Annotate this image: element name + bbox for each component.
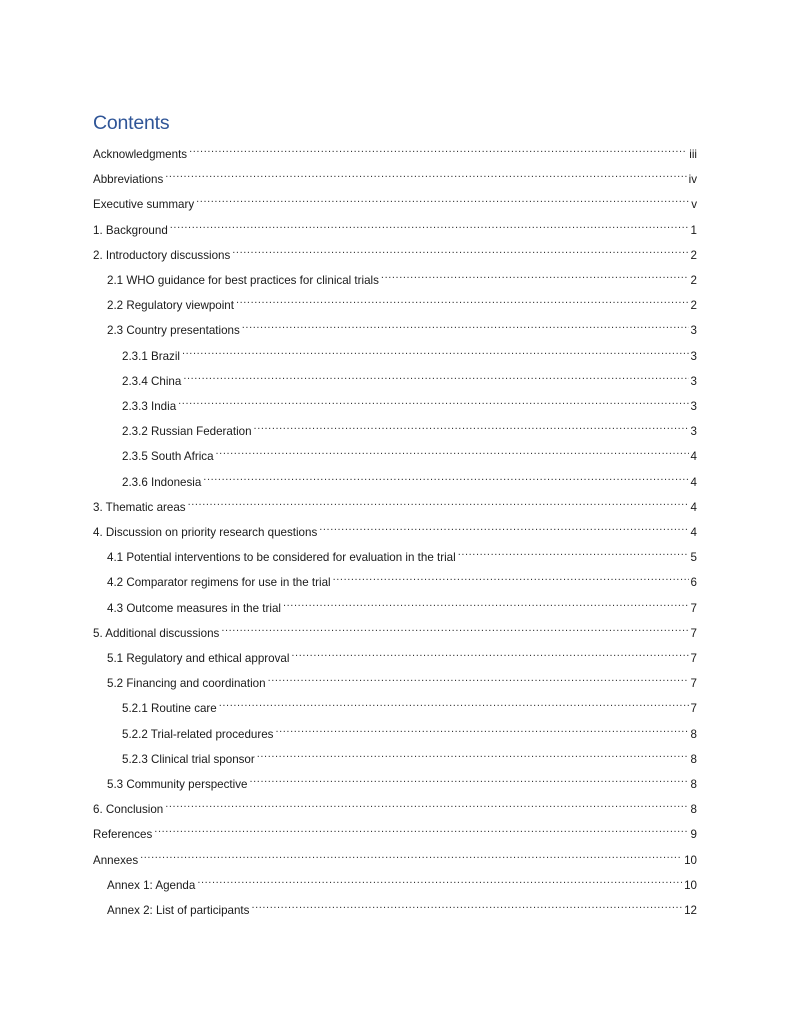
toc-entry-label: 2.2 Regulatory viewpoint: [107, 299, 234, 313]
toc-page-number: 3: [690, 425, 697, 439]
page-title: Contents: [93, 112, 170, 135]
toc-entry[interactable]: [107, 873, 697, 892]
toc-page-number: 7: [690, 652, 697, 665]
toc-page-number: iv: [688, 173, 697, 187]
toc-entry[interactable]: [93, 848, 697, 867]
toc-entry[interactable]: [107, 570, 697, 590]
toc-entry[interactable]: [93, 243, 697, 262]
toc-page-number: 7: [690, 677, 697, 691]
toc-entry[interactable]: [107, 318, 697, 338]
toc-entry-label: 2.3.6 Indonesia: [122, 475, 202, 489]
toc-dot-leader: [216, 444, 689, 460]
toc-page-number: 2: [690, 274, 697, 287]
toc-entry-label: 4.3 Outcome measures in the trial: [107, 601, 281, 615]
toc-entry-label: 3. Thematic areas: [93, 500, 186, 514]
toc-entry[interactable]: [107, 268, 697, 287]
toc-dot-leader: [251, 898, 682, 914]
toc-page-number: 4: [690, 450, 697, 464]
toc-page-number: 10: [684, 878, 697, 892]
toc-dot-leader: [178, 394, 688, 410]
toc-page-number: 3: [690, 400, 697, 413]
toc-entry-label: 1. Background: [93, 223, 168, 237]
toc-dot-leader: [275, 722, 688, 738]
toc-dot-leader: [291, 646, 688, 662]
toc-dot-leader: [333, 570, 689, 586]
toc-entry[interactable]: [122, 470, 697, 489]
toc-entry-label: 5.3 Community perspective: [107, 778, 248, 791]
toc-dot-leader: [170, 218, 689, 234]
toc-entry-label: Annex 2: List of participants: [107, 904, 250, 917]
toc-page-number: 10: [684, 853, 697, 867]
toc-page-number: 4: [690, 475, 697, 489]
toc-dot-leader: [257, 747, 689, 763]
toc-entry-label: 2.3.3 India: [122, 400, 177, 413]
toc-dot-leader: [154, 822, 688, 838]
toc-entry-label: 4. Discussion on priority research questions: [93, 526, 318, 539]
toc-page-number: 12: [684, 904, 697, 917]
toc-dot-leader: [249, 772, 688, 788]
toc-entry-label: 5.2.1 Routine care: [122, 702, 217, 716]
toc-entry-label: Annexes: [93, 853, 139, 867]
toc-entry-label: 2.3.1 Brazil: [122, 349, 180, 363]
toc-entry[interactable]: [122, 369, 697, 388]
toc-page-number: 7: [690, 626, 697, 640]
toc-dot-leader: [183, 369, 688, 385]
toc-entry-label: Annex 1: Agenda: [107, 878, 196, 892]
toc-dot-leader: [232, 243, 688, 259]
toc-entry[interactable]: [107, 898, 697, 917]
toc-entry-label: 5. Additional discussions: [93, 626, 220, 640]
toc-entry[interactable]: [93, 142, 697, 161]
toc-entry[interactable]: [107, 293, 697, 313]
toc-dot-leader: [268, 671, 689, 687]
toc-entry[interactable]: [107, 772, 697, 791]
toc-dot-leader: [254, 419, 689, 435]
toc-entry[interactable]: [93, 621, 697, 640]
toc-entry-label: 5.2.3 Clinical trial sponsor: [122, 752, 255, 766]
toc-entry-label: 4.1 Potential interventions to be considered for evaluation in the trial: [107, 551, 456, 565]
toc-entry-label: 2. Introductory discussions: [93, 248, 231, 262]
toc-page-number: 5: [690, 551, 697, 565]
toc-page-number: v: [691, 198, 697, 212]
toc-entry[interactable]: [122, 722, 697, 741]
toc-page-number: 2: [690, 248, 697, 262]
toc-entry-label: Executive summary: [93, 198, 195, 212]
toc-dot-leader: [381, 268, 689, 284]
toc-entry-label: 5.2.2 Trial-related procedures: [122, 727, 274, 741]
toc-entry[interactable]: [122, 747, 697, 766]
toc-dot-leader: [165, 797, 688, 813]
toc-dot-leader: [319, 520, 688, 536]
toc-entry-label: References: [93, 828, 153, 842]
toc-entry[interactable]: [122, 394, 697, 413]
toc-entry[interactable]: [93, 167, 697, 187]
toc-page-number: 4: [690, 526, 697, 539]
toc-page-number: 1: [690, 223, 697, 237]
toc-page-number: 4: [690, 500, 697, 514]
toc-entry[interactable]: [107, 646, 697, 665]
toc-page-number: 8: [690, 803, 697, 817]
toc-entry-label: 5.1 Regulatory and ethical approval: [107, 652, 290, 665]
toc-dot-leader: [219, 696, 689, 712]
toc-page-number: 7: [690, 601, 697, 615]
toc-entry[interactable]: [93, 218, 697, 237]
toc-entry-label: 4.2 Comparator regimens for use in the trial: [107, 576, 331, 590]
toc-dot-leader: [242, 318, 689, 334]
toc-page-number: 9: [690, 828, 697, 842]
toc-dot-leader: [182, 344, 689, 360]
toc-entry[interactable]: [93, 797, 697, 817]
toc-dot-leader: [140, 848, 682, 864]
toc-dot-leader: [203, 470, 688, 486]
toc-entry-label: Abbreviations: [93, 173, 164, 187]
toc-entry-label: 2.3.4 China: [122, 374, 182, 388]
toc-dot-leader: [189, 142, 687, 158]
toc-entry-label: 2.3.5 South Africa: [122, 450, 214, 464]
toc-dot-leader: [196, 192, 689, 208]
toc-entry[interactable]: [107, 596, 697, 615]
toc-dot-leader: [236, 293, 689, 309]
toc-entry[interactable]: [93, 192, 697, 212]
toc-entry[interactable]: [122, 696, 697, 716]
toc-entry-label: 2.3.2 Russian Federation: [122, 425, 252, 439]
toc-entry-label: 2.1 WHO guidance for best practices for clinical trials: [107, 274, 379, 287]
toc-entry[interactable]: [107, 545, 697, 565]
toc-entry-label: 6. Conclusion: [93, 803, 164, 817]
toc-page-number: 8: [690, 752, 697, 766]
toc-entry[interactable]: [93, 520, 697, 539]
toc-entry-label: 5.2 Financing and coordination: [107, 677, 266, 691]
toc-page-number: 7: [690, 702, 697, 716]
toc-entry-label: Acknowledgments: [93, 148, 188, 161]
toc-dot-leader: [283, 596, 689, 612]
toc-page-number: 3: [690, 349, 697, 363]
toc-entry[interactable]: [122, 444, 697, 464]
toc-dot-leader: [165, 167, 686, 183]
toc-dot-leader: [458, 545, 689, 561]
toc-entry[interactable]: [122, 419, 697, 439]
toc-dot-leader: [188, 495, 689, 511]
toc-entry[interactable]: [122, 344, 697, 363]
toc-page-number: 2: [690, 299, 697, 313]
toc-entry-label: 2.3 Country presentations: [107, 324, 240, 338]
toc-page-number: 8: [690, 727, 697, 741]
toc-entry[interactable]: [93, 822, 697, 842]
toc-entry[interactable]: [107, 671, 697, 691]
toc-entry[interactable]: [93, 495, 697, 514]
toc-page-number: 3: [690, 374, 697, 388]
toc-page-number: 8: [690, 778, 697, 791]
toc-dot-leader: [221, 621, 688, 637]
toc-page-number: iii: [689, 148, 697, 161]
toc-page-number: 6: [690, 576, 697, 590]
toc-dot-leader: [197, 873, 682, 889]
toc-page-number: 3: [690, 324, 697, 338]
